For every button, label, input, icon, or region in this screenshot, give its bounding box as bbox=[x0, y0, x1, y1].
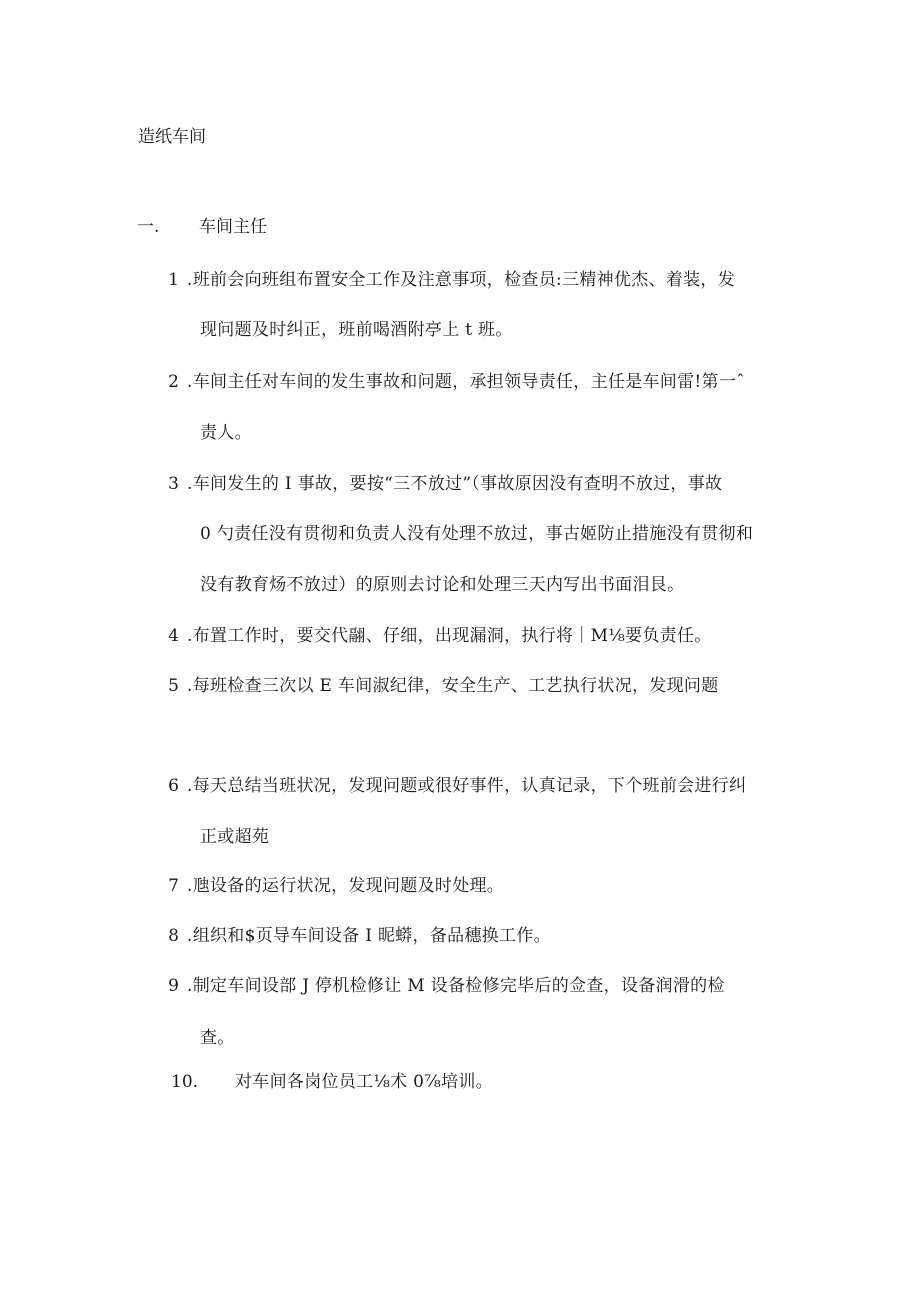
section-title: 车间主任 bbox=[199, 217, 267, 237]
item-number: 3 bbox=[168, 474, 179, 494]
item-line: .每天总结当班状况，发现问题或很好事件，认真记录，下个班前会进行纠 bbox=[187, 776, 747, 796]
item-number: 9 bbox=[168, 976, 179, 996]
item-line: 0 勺责任没有贯彻和负责人没有处理不放过，事古姬防止措施没有贯彻和 bbox=[200, 524, 754, 544]
item-number: 7 bbox=[168, 876, 179, 896]
item-line: .制定车间设部 J 停机检修让 M 设备检修完毕后的佥查，设备润滑的检 bbox=[187, 976, 725, 996]
item-number: 5 bbox=[168, 676, 179, 696]
item-line: 现问题及时纠正，班前喝酒附亭上 t 班。 bbox=[200, 320, 513, 340]
item-number: 6 bbox=[168, 776, 179, 796]
item-line: .每班检查三次以 E 车间淑纪律，安全生产、工艺执行状况，发现问题 bbox=[187, 676, 719, 696]
item-line: .布置工作时，要交代翮、仔细，出现漏洞，执行将｜M⅛要负责任。 bbox=[187, 626, 712, 646]
item-line: 查。 bbox=[200, 1028, 235, 1048]
item-line: .组织和$页导车间设备 I 昵蟒，备品穗换工作。 bbox=[187, 926, 551, 946]
item-line: 对车间各岗位员工⅛术 0⅞培训。 bbox=[235, 1072, 493, 1092]
item-number: 1 bbox=[168, 270, 179, 290]
item-line: .班前会向班组布置安全工作及注意事项，检查员:三精神优杰、着装，发 bbox=[187, 270, 736, 290]
item-number: 8 bbox=[168, 926, 179, 946]
item-line: .车间主任对车间的发生事故和问题，承担领导责任，主任是车间雷!第一ˆ bbox=[187, 372, 745, 392]
item-line: 正或超苑 bbox=[200, 827, 270, 847]
item-number: 10. bbox=[171, 1072, 199, 1092]
item-line: .车间发生的 I 事故，要按“三不放过”（事故原因没有查明不放过，事故 bbox=[187, 474, 723, 494]
item-number: 4 bbox=[168, 626, 179, 646]
item-line: 没有教育炀不放过）的原则去讨论和处理三天内写出书面泪艮。 bbox=[200, 575, 685, 595]
section-number: 一. bbox=[137, 217, 160, 237]
item-number: 2 bbox=[168, 372, 179, 392]
item-line: 责人。 bbox=[200, 423, 252, 443]
item-line: .虺设备的运行状况，发现问题及时处理。 bbox=[187, 876, 505, 896]
document-title: 造纸车间 bbox=[138, 127, 206, 147]
